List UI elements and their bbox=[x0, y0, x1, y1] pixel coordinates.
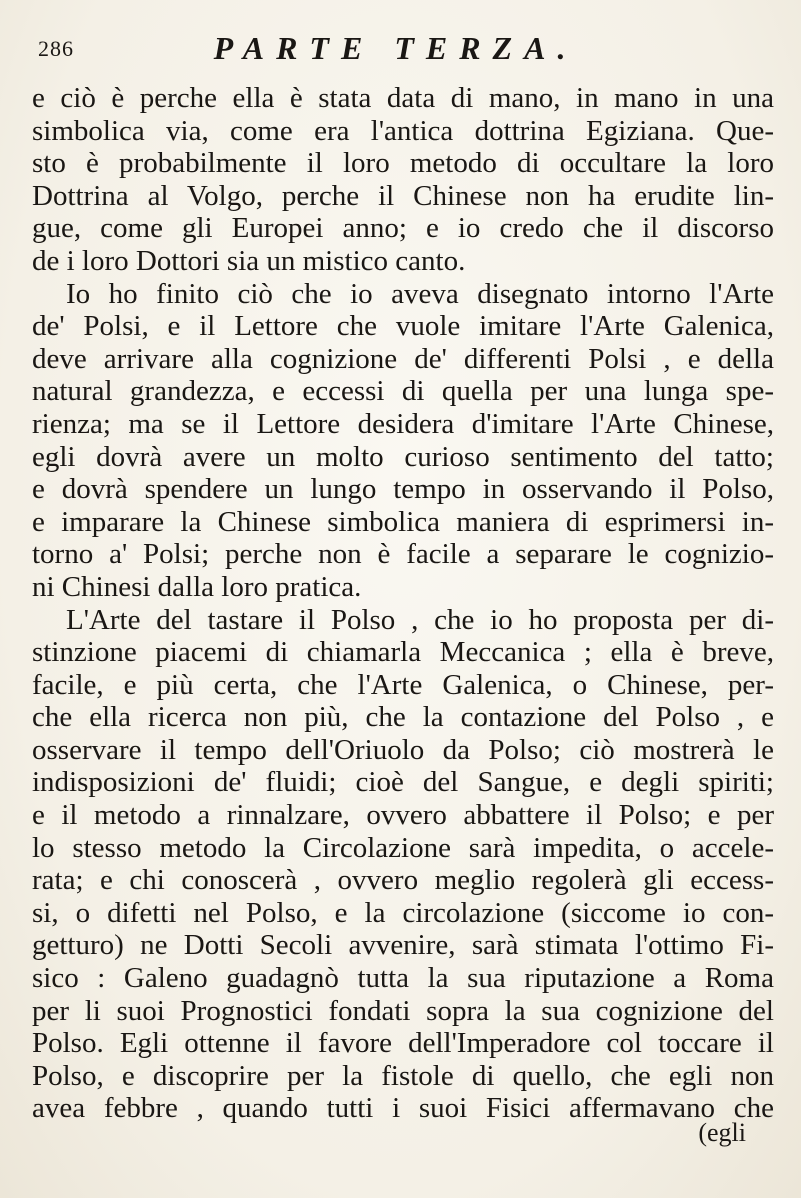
page-number: 286 bbox=[38, 36, 74, 61]
text-line: e dovrà spendere un lungo tempo in osservando il Polso, bbox=[32, 473, 774, 506]
text-line: gue, come gli Europei anno; e io credo che il discorso bbox=[32, 212, 774, 245]
text-line: lo stesso metodo la Circolazione sarà impedita, o accele- bbox=[32, 831, 774, 864]
body-text bbox=[32, 82, 774, 1125]
text-line: sto è probabilmente il loro metodo di occultare la loro bbox=[32, 147, 774, 180]
text-line: rata; e chi conoscerà , ovvero meglio regolerà gli eccess- bbox=[32, 864, 774, 897]
text-line: torno a' Polsi; perche non è facile a separare le cognizio- bbox=[32, 538, 774, 571]
text-line: Io ho finito ciò che io aveva disegnato intorno l'Arte bbox=[66, 277, 774, 310]
text-line: de i loro Dottori sia un mistico canto. bbox=[32, 244, 466, 277]
text-line: e ciò è perche ella è stata data di mano, in mano in una bbox=[32, 82, 774, 114]
text-line: natural grandezza, e eccessi di quella per una lunga spe- bbox=[32, 375, 774, 408]
text-line: de' Polsi, e il Lettore che vuole imitare l'Arte Galenica, bbox=[32, 310, 774, 343]
running-head: PARTE TERZA. bbox=[213, 30, 578, 66]
text-line: rienza; ma se il Lettore desidera d'imitare l'Arte Chinese, bbox=[32, 407, 774, 440]
text-line: avea febbre , quando tutti i suoi Fisici affermavano che bbox=[32, 1092, 774, 1125]
text-line: Polso, e discoprire per la fistole di quello, che egli non bbox=[32, 1059, 774, 1092]
text-line: Dottrina al Volgo, perche il Chinese non ha erudite lin- bbox=[32, 179, 774, 212]
text-line: L'Arte del tastare il Polso , che io ho proposta per di- bbox=[66, 603, 774, 636]
text-line: facile, e più certa, che l'Arte Galenica, o Chinese, per- bbox=[32, 668, 774, 701]
text-line: si, o difetti nel Polso, e la circolazione (siccome io con- bbox=[32, 896, 774, 929]
text-line: stinzione piacemi di chiamarla Meccanica ; ella è breve, bbox=[32, 636, 774, 669]
text-line: indisposizioni de' fluidi; cioè del Sangue, e degli spiriti; bbox=[32, 766, 774, 799]
text-line: che ella ricerca non più, che la contazione del Polso , e bbox=[32, 701, 774, 734]
text-line: osservare il tempo dell'Oriuolo da Polso; ciò mostrerà le bbox=[32, 733, 774, 766]
text-line: per li suoi Prognostici fondati sopra la sua cognizione del bbox=[32, 994, 774, 1027]
text-line: e il metodo a rinnalzare, ovvero abbattere il Polso; e per bbox=[32, 799, 774, 832]
page-header bbox=[30, 30, 761, 70]
text-line: egli dovrà avere un molto curioso sentimento del tatto; bbox=[32, 440, 774, 473]
text-line: Polso. Egli ottenne il favore dell'Imperadore col toccare il bbox=[32, 1027, 774, 1060]
text-line: getturo) ne Dotti Secoli avvenire, sarà stimata l'ottimo Fi- bbox=[32, 929, 774, 962]
text-line: deve arrivare alla cognizione de' differenti Polsi , e della bbox=[32, 342, 774, 375]
text-line: e imparare la Chinese simbolica maniera di esprimersi in- bbox=[32, 505, 774, 538]
text-line: sico : Galeno guadagnò tutta la sua riputazione a Roma bbox=[32, 962, 774, 995]
catchword: (egli bbox=[698, 1118, 746, 1147]
text-line: ni Chinesi dalla loro pratica. bbox=[32, 570, 362, 603]
text-line: simbolica via, come era l'antica dottrina Egiziana. Que- bbox=[32, 114, 774, 147]
